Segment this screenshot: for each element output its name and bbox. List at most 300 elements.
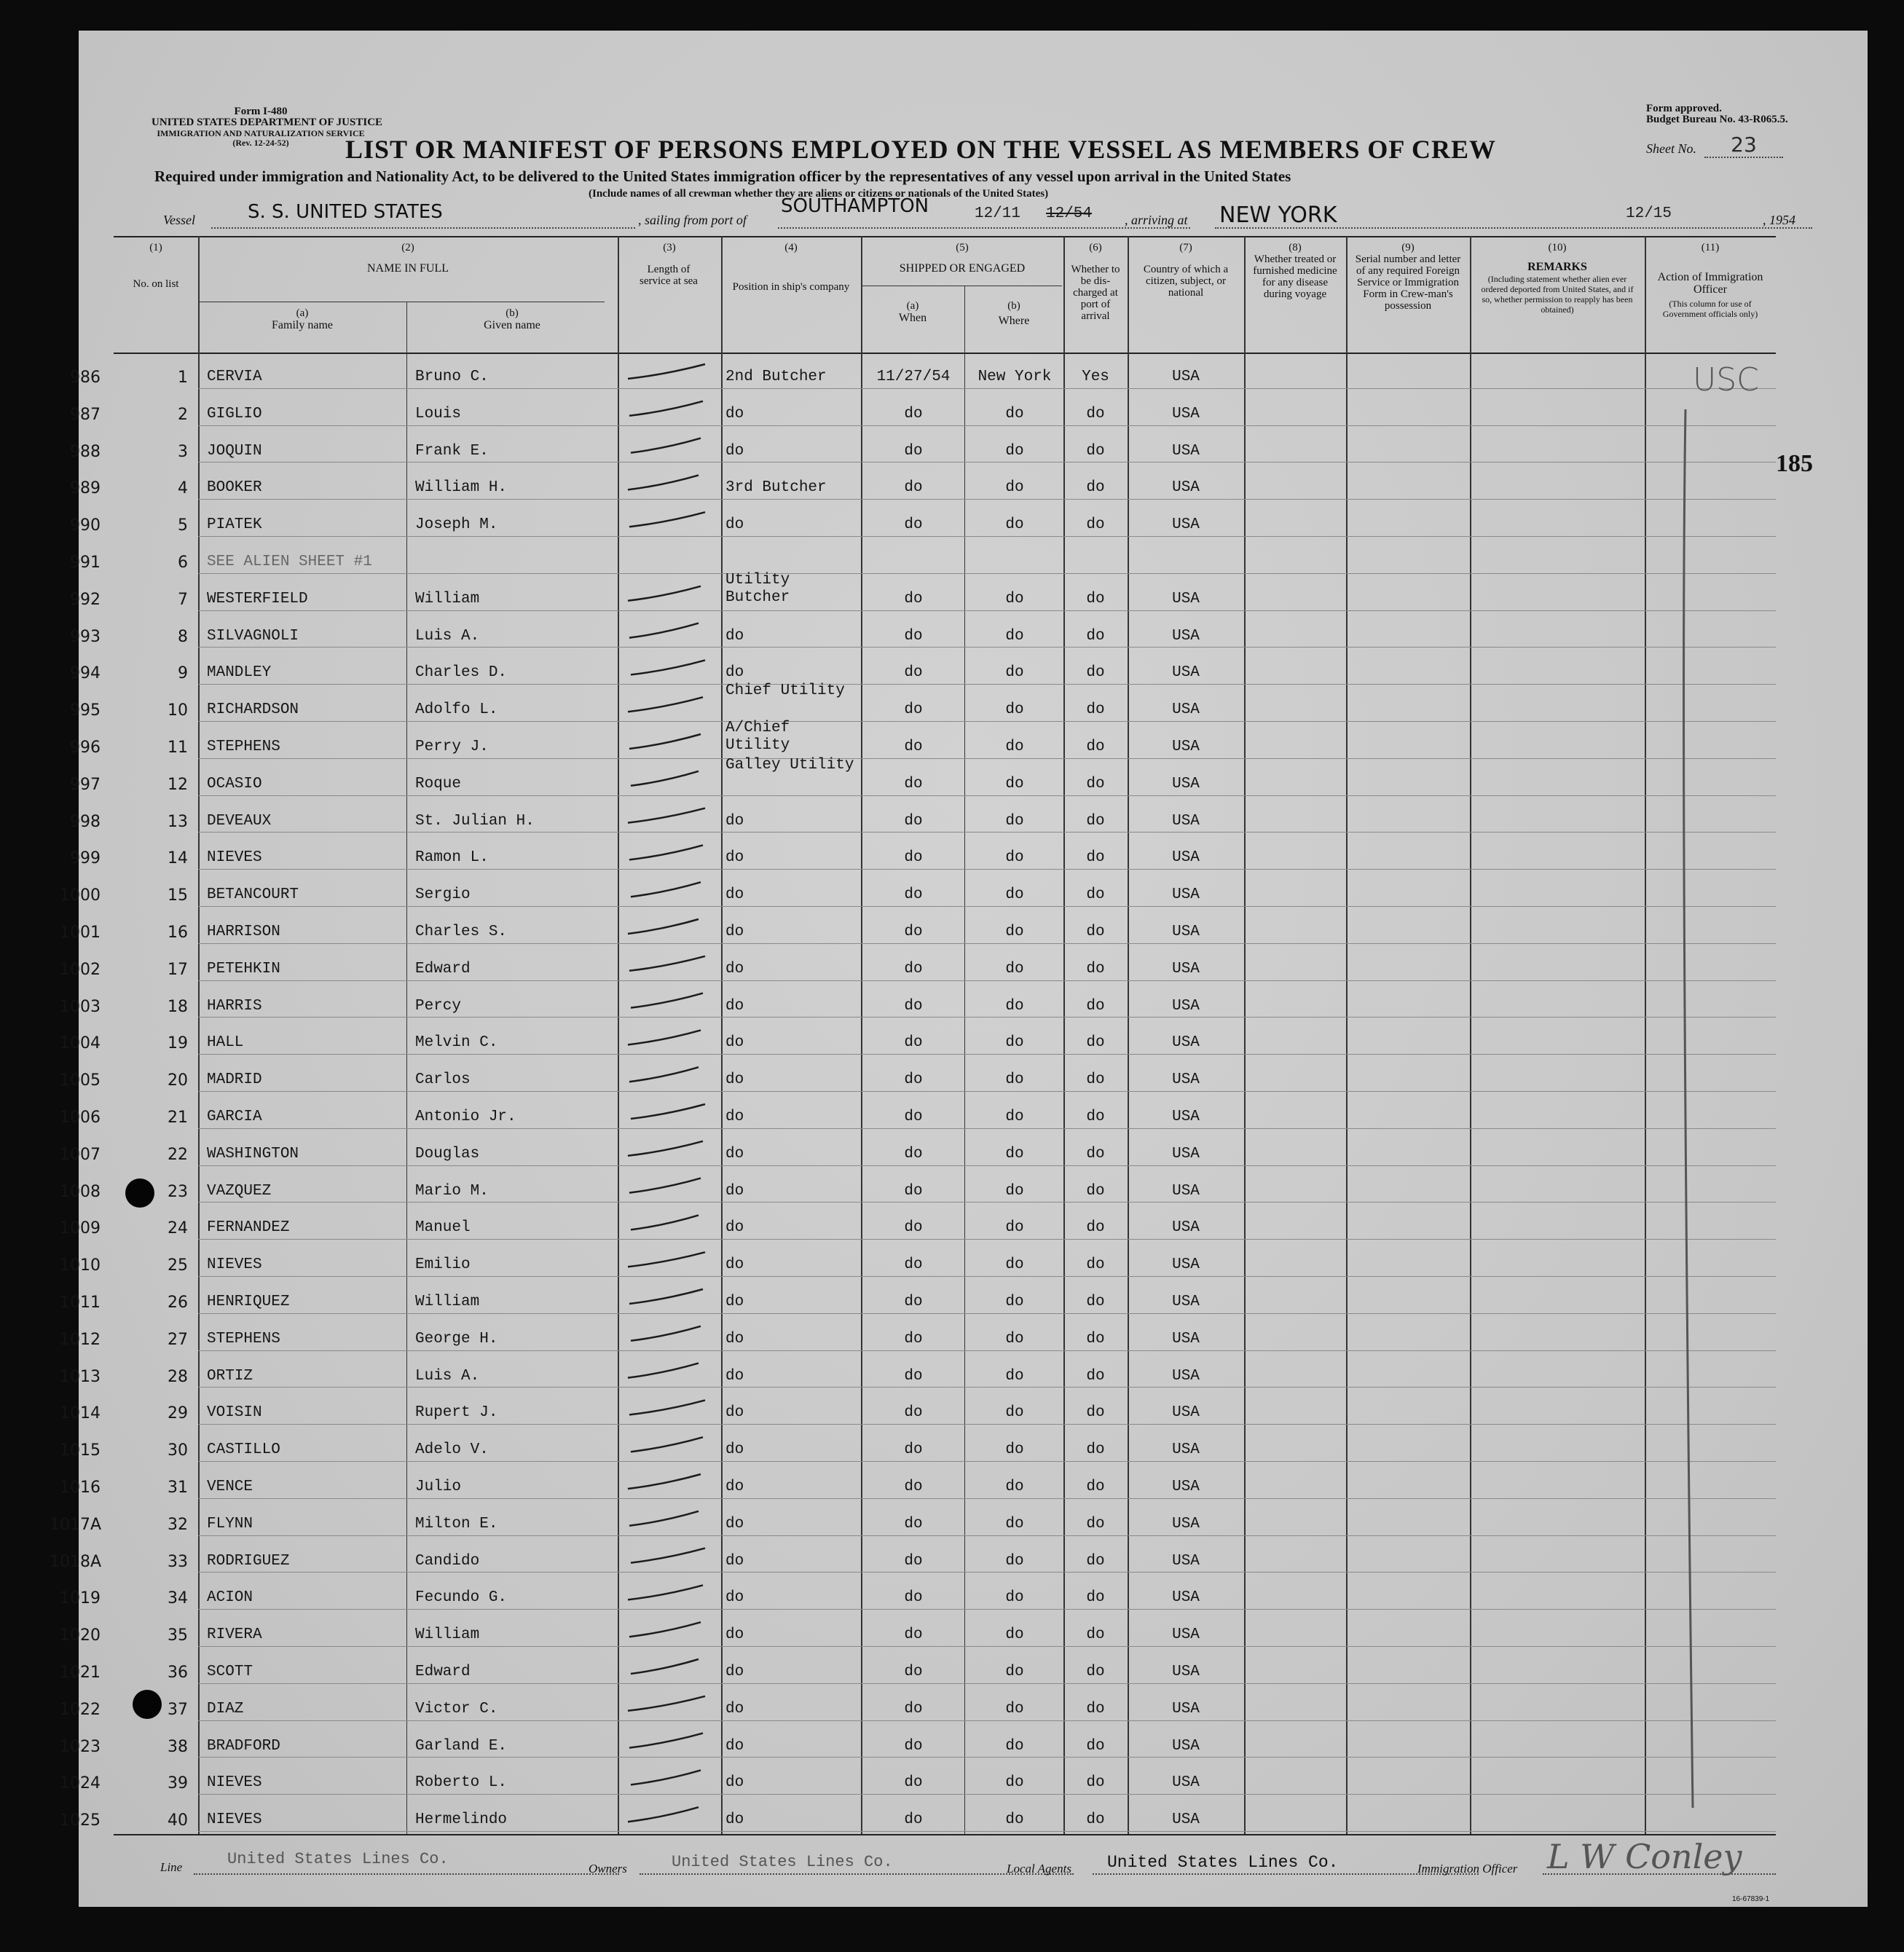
discharged: do [1086, 1219, 1105, 1236]
row-rule [198, 1387, 1776, 1388]
shipped-when: do [904, 701, 923, 718]
shipped-where: do [1005, 516, 1024, 533]
service-checkmark [631, 1659, 699, 1674]
shipped-when: do [904, 443, 923, 460]
col6-number: (6) [1089, 242, 1102, 253]
discharged: do [1086, 1109, 1105, 1125]
shipped-when: do [904, 1368, 923, 1385]
shipped-when: do [904, 1441, 923, 1458]
list-number: 1005 [60, 1071, 101, 1090]
service-checkmark [628, 1363, 699, 1378]
given-name: Ramon L. [415, 849, 489, 866]
line-number: 18 [168, 998, 188, 1016]
country: USA [1172, 1664, 1200, 1680]
position: Utility Butcher [725, 572, 790, 606]
position: do [725, 1626, 744, 1643]
family-name: CERVIA [207, 369, 262, 385]
country: USA [1172, 924, 1200, 940]
col8-number: (8) [1289, 242, 1302, 253]
agents-value: United States Lines Co. [1107, 1853, 1339, 1872]
position: do [725, 1479, 744, 1495]
country: USA [1172, 1516, 1200, 1532]
given-name: Edward [415, 1664, 471, 1680]
given-name: William [415, 591, 480, 607]
col3-number: (3) [663, 242, 676, 253]
budget-bureau: Budget Bureau No. 43-R065.5. [1646, 114, 1788, 125]
given-name: Roque [415, 776, 462, 792]
row-rule [198, 388, 1776, 389]
owners-value: United States Lines Co. [672, 1853, 893, 1871]
list-number: 986 [70, 369, 101, 387]
shipped-where: New York [977, 369, 1052, 385]
list-number: 995 [70, 701, 101, 720]
country: USA [1172, 1701, 1200, 1717]
discharged: do [1086, 1811, 1105, 1828]
list-number: 1018A [50, 1553, 102, 1571]
row-rule [198, 1313, 1776, 1314]
service-checkmark [628, 919, 699, 934]
shipped-where: do [1005, 1516, 1024, 1532]
service-checkmark [628, 1807, 699, 1822]
line-number: 1 [178, 369, 188, 387]
col-rule [198, 236, 200, 1834]
shipped-when: do [904, 1071, 923, 1088]
row-rule [198, 1646, 1776, 1647]
country: USA [1172, 1256, 1200, 1273]
given-name: Victor C. [415, 1701, 498, 1717]
line-number: 7 [178, 591, 188, 609]
discharged: do [1086, 406, 1105, 422]
col10-note: (Including statement whether alien ever ordered deported from United States, and if so, whether permission to reapply has been obtained) [1481, 274, 1634, 315]
punch-hole [133, 1690, 162, 1719]
given-name: Louis [415, 406, 462, 422]
given-name: Sergio [415, 886, 471, 903]
service-checkmark [629, 734, 701, 749]
country: USA [1172, 1368, 1200, 1385]
arriving-label: , arriving at [1125, 213, 1188, 227]
list-number: 1010 [60, 1256, 101, 1275]
discharged: do [1086, 1404, 1105, 1421]
discharged: do [1086, 1516, 1105, 1532]
list-number: 1020 [60, 1626, 101, 1645]
discharged: do [1086, 1738, 1105, 1755]
shipped-when: do [904, 1256, 923, 1273]
discharged: do [1086, 1331, 1105, 1347]
line-number: 16 [168, 924, 188, 942]
table-bottom-rule [114, 1834, 1776, 1835]
service-name: IMMIGRATION AND NATURALIZATION SERVICE [157, 128, 365, 138]
shipped-when: do [904, 406, 923, 422]
arrival-date: 12/15 [1626, 205, 1672, 222]
family-name: NIEVES [207, 849, 262, 866]
position: do [725, 1404, 744, 1421]
list-number: 987 [70, 406, 101, 424]
line-number: 33 [168, 1553, 188, 1571]
given-name: Bruno C. [415, 369, 489, 385]
position: do [725, 1774, 744, 1791]
service-checkmark [628, 808, 705, 823]
list-number: 998 [70, 813, 101, 831]
shipped-where: do [1005, 1183, 1024, 1200]
shipped-where: do [1005, 813, 1024, 830]
given-name: Percy [415, 998, 462, 1015]
position: do [725, 1589, 744, 1606]
shipped-when: do [904, 1626, 923, 1643]
shipped-where: do [1005, 443, 1024, 460]
discharged: do [1086, 1553, 1105, 1570]
sailing-label: , sailing from port of [638, 213, 747, 227]
given-name: Luis A. [415, 628, 480, 645]
officer-signature: L W Conley [1547, 1837, 1742, 1876]
position: do [725, 628, 744, 645]
col-rule [1244, 236, 1246, 1834]
list-number: 988 [70, 443, 101, 461]
family-name: SEE ALIEN SHEET #1 [207, 554, 372, 570]
discharged: do [1086, 516, 1105, 533]
line-number: 36 [168, 1664, 188, 1682]
list-number: 994 [70, 664, 101, 682]
country: USA [1172, 1479, 1200, 1495]
service-checkmark [631, 660, 705, 674]
line-number: 9 [178, 664, 188, 682]
col5b-letter: (b) [1007, 300, 1020, 312]
position: do [725, 849, 744, 866]
country: USA [1172, 1589, 1200, 1606]
given-name: Joseph M. [415, 516, 498, 533]
shipped-when: do [904, 591, 923, 607]
position: A/Chief Utility [725, 720, 790, 754]
given-name: Charles D. [415, 664, 508, 681]
department-name: UNITED STATES DEPARTMENT OF JUSTICE [152, 117, 383, 128]
line-number: 5 [178, 516, 188, 535]
shipped-where: do [1005, 1774, 1024, 1791]
col5a-header: When [898, 312, 927, 324]
row-rule [198, 1239, 1776, 1240]
row-rule [198, 721, 1776, 722]
col2b-header: Given name [484, 319, 540, 331]
family-name: RIVERA [207, 1626, 262, 1643]
shipped-when: do [904, 1553, 923, 1570]
family-name: SCOTT [207, 1664, 253, 1680]
line-number: 20 [168, 1071, 188, 1090]
discharged: do [1086, 1664, 1105, 1680]
family-name: BOOKER [207, 479, 262, 496]
row-rule [198, 1128, 1776, 1129]
country: USA [1172, 998, 1200, 1015]
given-name: Roberto L. [415, 1774, 508, 1791]
country: USA [1172, 1294, 1200, 1310]
service-checkmark [631, 438, 701, 453]
line-number: 8 [178, 628, 188, 646]
row-rule [198, 1572, 1776, 1573]
shipped-where: do [1005, 1256, 1024, 1273]
family-name: BETANCOURT [207, 886, 299, 903]
discharged: Yes [1082, 369, 1109, 385]
discharged: do [1086, 1071, 1105, 1088]
discharged: do [1086, 701, 1105, 718]
position: do [725, 1294, 744, 1310]
family-name: RICHARDSON [207, 701, 299, 718]
col5-number: (5) [956, 242, 969, 253]
shipped-when: do [904, 1183, 923, 1200]
line-number: 10 [168, 701, 188, 720]
shipped-when: do [904, 961, 923, 977]
discharged: do [1086, 1146, 1105, 1162]
shipped-where: do [1005, 1404, 1024, 1421]
line-number: 39 [168, 1774, 188, 1792]
line-underline [194, 1873, 619, 1875]
list-number: 990 [70, 516, 101, 535]
col9-header: Serial number and letter of any required Foreign Service or Immigration Form in Crew-man's possession [1355, 253, 1461, 312]
row-rule [198, 462, 1776, 463]
list-number: 1008 [60, 1183, 101, 1201]
row-rule [198, 1609, 1776, 1610]
shipped-where: do [1005, 628, 1024, 645]
officer-label: Immigration Officer [1417, 1862, 1518, 1876]
row-rule [198, 1424, 1776, 1425]
line-number: 38 [168, 1738, 188, 1756]
service-checkmark [631, 1770, 701, 1784]
owners-label: Owners [589, 1862, 627, 1876]
service-checkmark [628, 475, 699, 489]
list-number: 1012 [60, 1331, 101, 1349]
line-number: 22 [168, 1146, 188, 1164]
list-number: 1023 [60, 1738, 101, 1756]
col7-header: Country of which a citizen, subject, or national [1143, 264, 1229, 299]
given-name: Mario M. [415, 1183, 489, 1200]
family-name: VOISIN [207, 1404, 262, 1421]
given-name: Douglas [415, 1146, 480, 1162]
count-annotation: 185 [1776, 450, 1813, 477]
family-name: WESTERFIELD [207, 591, 308, 607]
discharged: do [1086, 1774, 1105, 1791]
list-number: 1002 [60, 961, 101, 979]
service-checkmark [629, 401, 703, 416]
list-number: 1000 [60, 886, 101, 905]
row-rule [198, 869, 1776, 870]
list-number: 1025 [60, 1811, 101, 1830]
position: do [725, 1331, 744, 1347]
line-number: 17 [168, 961, 188, 979]
shipped-when: do [904, 1811, 923, 1828]
country: USA [1172, 1071, 1200, 1088]
line-label: Line [160, 1860, 183, 1874]
given-name: St. Julian H. [415, 813, 535, 830]
row-rule [198, 1794, 1776, 1795]
shipped-where: do [1005, 886, 1024, 903]
form-number: Form I-480 [234, 106, 288, 117]
country: USA [1172, 1219, 1200, 1236]
family-name: STEPHENS [207, 739, 280, 755]
col7-number: (7) [1179, 242, 1192, 253]
vessel-underline [211, 227, 635, 229]
country: USA [1172, 664, 1200, 681]
position: do [725, 1664, 744, 1680]
row-rule [198, 1054, 1776, 1055]
position: do [725, 664, 744, 681]
list-number: 1016 [60, 1479, 101, 1497]
col-rule [964, 286, 965, 1834]
list-number: 1003 [60, 998, 101, 1016]
col2b-letter: (b) [505, 307, 519, 319]
discharged: do [1086, 961, 1105, 977]
country: USA [1172, 961, 1200, 977]
list-number: 992 [70, 591, 101, 609]
service-checkmark [628, 1585, 703, 1599]
col8-header: Whether treated or furnished medicine for any disease during voyage [1253, 253, 1337, 300]
discharged: do [1086, 849, 1105, 866]
position: do [725, 1441, 744, 1458]
country: USA [1172, 886, 1200, 903]
list-number: 1019 [60, 1589, 101, 1607]
service-checkmark [629, 512, 705, 527]
print-code: 16-67839-1 [1732, 1895, 1770, 1903]
list-number: 1013 [60, 1368, 101, 1386]
col5-header: SHIPPED OR ENGAGED [899, 262, 1026, 275]
country: USA [1172, 849, 1200, 866]
family-name: NIEVES [207, 1774, 262, 1791]
shipped-where: do [1005, 1109, 1024, 1125]
service-checkmark [629, 1067, 699, 1082]
row-rule [198, 980, 1776, 981]
given-name: Carlos [415, 1071, 471, 1088]
position: do [725, 406, 744, 422]
family-name: DEVEAUX [207, 813, 272, 830]
form-approved: Form approved. [1646, 103, 1722, 114]
discharged: do [1086, 1701, 1105, 1717]
position: do [725, 1516, 744, 1532]
line-number: 28 [168, 1368, 188, 1386]
country: USA [1172, 406, 1200, 422]
given-name: George H. [415, 1331, 498, 1347]
list-number: 1011 [60, 1294, 101, 1312]
country: USA [1172, 1811, 1200, 1828]
shipped-when: do [904, 1034, 923, 1051]
position: do [725, 1183, 744, 1200]
given-name: Rupert J. [415, 1404, 498, 1421]
discharged: do [1086, 1589, 1105, 1606]
family-name: MANDLEY [207, 664, 272, 681]
service-checkmark [628, 1252, 705, 1267]
service-checkmark [629, 1289, 703, 1304]
position: Chief Utility [725, 682, 845, 699]
shipped-where: do [1005, 924, 1024, 940]
line-number: 3 [178, 443, 188, 461]
page-title: LIST OR MANIFEST OF PERSONS EMPLOYED ON THE VESSEL AS MEMBERS OF CREW [345, 135, 1496, 164]
col4-header: Position in ship's company [732, 281, 850, 293]
col5a-letter: (a) [906, 300, 919, 312]
shipped-when: do [904, 1146, 923, 1162]
row-rule [198, 1535, 1776, 1536]
row-rule [198, 1017, 1776, 1018]
given-name: Antonio Jr. [415, 1109, 516, 1125]
col6-header: Whether to be dis-charged at port of arrival [1071, 264, 1120, 322]
col-rule [1470, 236, 1471, 1834]
service-checkmark [628, 1696, 705, 1711]
shipped-where: do [1005, 406, 1024, 422]
row-rule [198, 832, 1776, 833]
family-name: ORTIZ [207, 1368, 253, 1385]
position: do [725, 886, 744, 903]
list-number: 989 [70, 479, 101, 497]
position: do [725, 924, 744, 940]
shipped-when: do [904, 516, 923, 533]
row-rule [198, 425, 1776, 426]
country: USA [1172, 479, 1200, 496]
line-number: 29 [168, 1404, 188, 1422]
country: USA [1172, 628, 1200, 645]
country: USA [1172, 1738, 1200, 1755]
shipped-when: do [904, 1516, 923, 1532]
list-number: 997 [70, 776, 101, 794]
position: do [725, 813, 744, 830]
table-header-rule [114, 353, 1776, 354]
shipped-where: do [1005, 1626, 1024, 1643]
service-checkmark [631, 1104, 705, 1119]
line-number: 32 [168, 1516, 188, 1534]
row-rule [198, 1091, 1776, 1092]
position: 3rd Butcher [725, 479, 827, 496]
given-name: Emilio [415, 1256, 471, 1273]
shipped-when: do [904, 1664, 923, 1680]
line-number: 6 [178, 554, 188, 572]
shipped-when: do [904, 664, 923, 681]
given-name: Melvin C. [415, 1034, 498, 1051]
family-name: BRADFORD [207, 1738, 280, 1755]
shipped-when: do [904, 998, 923, 1015]
service-checkmark [629, 1511, 699, 1526]
service-checkmark [631, 771, 699, 786]
line-number: 2 [178, 406, 188, 424]
discharged: do [1086, 1034, 1105, 1051]
line-value: United States Lines Co. [227, 1850, 449, 1868]
punch-hole [125, 1178, 154, 1208]
include-statement: (Include names of all crewman whether they are aliens or citizens or nationals of the United States) [589, 188, 1049, 200]
family-name: NIEVES [207, 1811, 262, 1828]
list-number: 1007 [60, 1146, 101, 1164]
line-number: 21 [168, 1109, 188, 1127]
service-checkmark [631, 1215, 699, 1229]
shipped-when: do [904, 739, 923, 755]
country: USA [1172, 1626, 1200, 1643]
vessel-label: Vessel [163, 213, 195, 227]
line-number: 12 [168, 776, 188, 794]
col2a-letter: (a) [296, 307, 309, 319]
shipped-where: do [1005, 1219, 1024, 1236]
shipped-when: do [904, 1219, 923, 1236]
service-checkmark [628, 1030, 701, 1044]
row-rule [198, 610, 1776, 611]
position: Galley Utility [725, 757, 854, 774]
row-rule [198, 1202, 1776, 1203]
country: USA [1172, 1774, 1200, 1791]
line-number: 13 [168, 813, 188, 831]
family-name: STEPHENS [207, 1331, 280, 1347]
country: USA [1172, 739, 1200, 755]
discharged: do [1086, 1183, 1105, 1200]
row-rule [198, 943, 1776, 944]
service-checkmark [629, 1178, 701, 1193]
shipped-when: do [904, 1479, 923, 1495]
given-name: Candido [415, 1553, 480, 1570]
discharged: do [1086, 1256, 1105, 1273]
row-rule [198, 684, 1776, 685]
col11-number: (11) [1701, 242, 1720, 253]
shipped-where: do [1005, 1146, 1024, 1162]
row-rule [198, 1461, 1776, 1462]
shipped-where: do [1005, 998, 1024, 1015]
service-checkmark [628, 364, 705, 379]
